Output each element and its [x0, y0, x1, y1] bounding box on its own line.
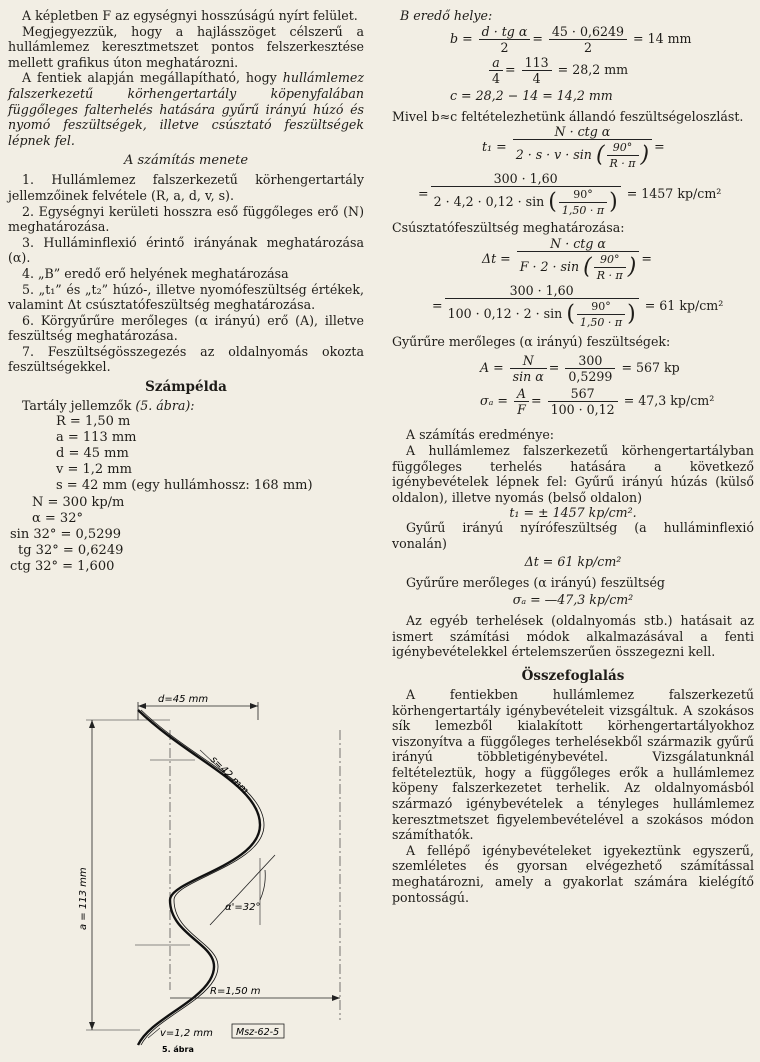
- step-item: 7. Feszültségösszegezés az oldalnyomás okozta feszültségekkel.: [8, 343, 364, 375]
- value-d: d = 45 mm: [56, 446, 129, 462]
- figure-caption: 5. ábra: [162, 1045, 194, 1054]
- result-dt: Δt = 61 kp/cm²: [524, 553, 622, 569]
- paragraph-result-1: A hullámlemez falszerkezetű körhengertartályban függőleges terhelés hatására a következő igénybevételek lépnek fel: Gyűrű irányú húzás (külső oldalon), illetve nyomás (belső oldalon): [392, 442, 754, 505]
- paragraph-conclusion: A fentiek alapján megállapítható, hogy hullámlemez falszerkezetű körhengertartály köpenyfalában függőleges falterhelés hatására gyűrű irányú húzó és nyomó feszültségek, illetve csúsztató feszültségek lépnek fel.: [8, 70, 364, 148]
- step-item: 6. Körgyűrűre merőleges (α irányú) erő (A), illetve feszültség meghatározása.: [8, 312, 364, 344]
- section-perpendicular: Gyűrűre merőleges (α irányú) feszültségek:: [392, 333, 671, 349]
- tank-params-label: Tartály jellemzők (5. ábra):: [22, 398, 195, 414]
- value-sin: sin 32° = 0,5299: [10, 527, 122, 543]
- d-dimension-label: d=45 mm: [158, 694, 209, 705]
- equation-t1: t₁ = N · ctg α 2 · s · v · sin ( $\frac{90^\circ}{R \cdot \pi}$ ) =: [482, 124, 665, 171]
- equation-b: b = $\frac{\text{d · tg α}}{2}$ = $\frac{45 \cdot 0,6249}{2}$ = 14 mm: [450, 23, 692, 55]
- right-column: [392, 8, 754, 905]
- value-ctg: ctg 32° = 1,600: [10, 559, 115, 575]
- section-shear: Csúsztatófeszültség meghatározása:: [392, 220, 625, 236]
- v-dimension-label: v=1,2 mm: [160, 1028, 213, 1039]
- paragraph-summary-1: A fentiekben hullámlemez falszerkezetű körhengertartály igénybevételeit vizsgáltuk. A szokásos sík lemezből kialakított körhengertartályokhoz viszonyítva a függőleges terhelésekből származik gyűrű irányú többletigénybevétel. Vizsgálatunknál feltételeztük, hogy a függőleges erők a hullámlemez köpeny falszerkezetet terhelik. Az oldalnyomásból származó igénybevételek a tényleges hullámlemez keresztmetszet figyelembevételével a szokásos módon számíthatók.: [392, 686, 754, 843]
- result-sigma: σₐ = —47,3 kp/cm²: [512, 592, 634, 608]
- figure-wave-profile: [60, 690, 350, 1055]
- equation-dt: Δt = N · ctg α F · 2 · sin ( $\frac{90^\circ}{R \cdot \pi}$ ) =: [482, 235, 652, 282]
- step-item: 2. Egységnyi kerületi hosszra eső függőleges erő (N) meghatározása.: [8, 203, 364, 235]
- left-column: [8, 8, 364, 576]
- section-title-method: A számítás menete: [123, 153, 249, 169]
- standard-code: Msz-62-5: [236, 1027, 280, 1038]
- a-dimension-label: a = 113 mm: [78, 867, 89, 930]
- equation-sigma-a: σₐ = $\frac{A}{F}$ = $\frac{567}{100 \cdot 0,12}$ = 47,3 kp/cm²: [480, 386, 715, 418]
- value-s: s = 42 mm (egy hullámhossz: 168 mm): [56, 478, 313, 494]
- value-tg: tg 32° = 0,6249: [18, 543, 124, 559]
- paragraph-surface: A képletben F az egységnyi hosszúságú nyírt felület.: [22, 8, 358, 23]
- paragraph-result-2: Gyűrű irányú nyírófeszültség (a hulláminflexió vonalán): [392, 520, 754, 551]
- s-dimension-label: s=42 mm: [207, 754, 251, 797]
- step-item: 4. „B” eredő erő helyének meghatározása: [22, 265, 289, 281]
- equation-A: A = $\frac{N}{\text{sin α}}$ = $\frac{300}{0,5299}$ = 567 kp: [480, 353, 680, 385]
- r-dimension-label: R=1,50 m: [210, 986, 261, 997]
- paragraph-mivel: Mivel b≈c feltételezhetünk állandó feszültségeloszlást.: [392, 108, 744, 124]
- heading-example: Számpélda: [145, 379, 227, 396]
- paragraph-summary-2: A fellépő igénybevételeket igyekeztünk egyszerű, szemléletes és gyorsan elvégezhető számítással meghatározni, amely a gyakorlat számára kielégítő pontosságú.: [392, 842, 754, 905]
- tank-values: [8, 414, 364, 576]
- heading-summary: Összefoglalás: [521, 667, 625, 684]
- equation-t1-numeric: = 300 · 1,60 2 · 4,2 · 0,12 · sin ( $\frac{90^\circ}{1,50 \cdot \pi}$ ) = 1457 kp/cm²: [418, 171, 722, 218]
- value-N: N = 300 kp/m: [32, 494, 125, 510]
- result-t1: t₁ = ± 1457 kp/cm².: [509, 505, 637, 521]
- equation-dt-numeric: = 300 · 1,60 100 · 0,12 · 2 · sin ( $\frac{90^\circ}{1,50 \cdot \pi}$ ) = 61 kp/cm²: [432, 282, 724, 329]
- value-alpha: α = 32°: [32, 510, 83, 526]
- paragraph-result-4: Az egyéb terhelések (oldalnyomás stb.) hatásait az ismert számítási módok alkalmazásával a fenti igénybevételekkel értelemszerűen összegezni kell.: [392, 613, 754, 660]
- b-position-intro: B eredő helye:: [400, 8, 493, 23]
- equation-a-quarter: $\frac{a}{4}$ = $\frac{113}{4}$ = 28,2 mm: [392, 55, 754, 86]
- step-item: 3. Hulláminflexió érintő irányának meghatározása (α).: [8, 234, 364, 266]
- paragraph-result-3: Gyűrűre merőleges (α irányú) feszültség: [406, 574, 665, 590]
- step-item: 1. Hullámlemez falszerkezetű körhengertartály jellemzőinek felvétele (R, a, d, v, s).: [8, 172, 364, 203]
- value-a: a = 113 mm: [56, 429, 137, 445]
- section-result: A számítás eredménye:: [406, 427, 555, 443]
- equation-c: c = 28,2 − 14 = 14,2 mm: [450, 87, 613, 103]
- value-v: v = 1,2 mm: [56, 462, 132, 478]
- value-R: R = 1,50 m: [56, 413, 131, 429]
- paragraph-angle-note: Megjegyezzük, hogy a hajlásszöget célszerű a hullámlemez keresztmetszet pontos felszerkesztése mellett grafikus úton meghatározni.: [8, 23, 364, 70]
- alpha-label: α'=32°: [225, 902, 261, 913]
- step-item: 5. „t₁” és „t₂” húzó-, illetve nyomófeszültség értékek, valamint Δt csúsztatófeszültség meghatározása.: [8, 281, 364, 313]
